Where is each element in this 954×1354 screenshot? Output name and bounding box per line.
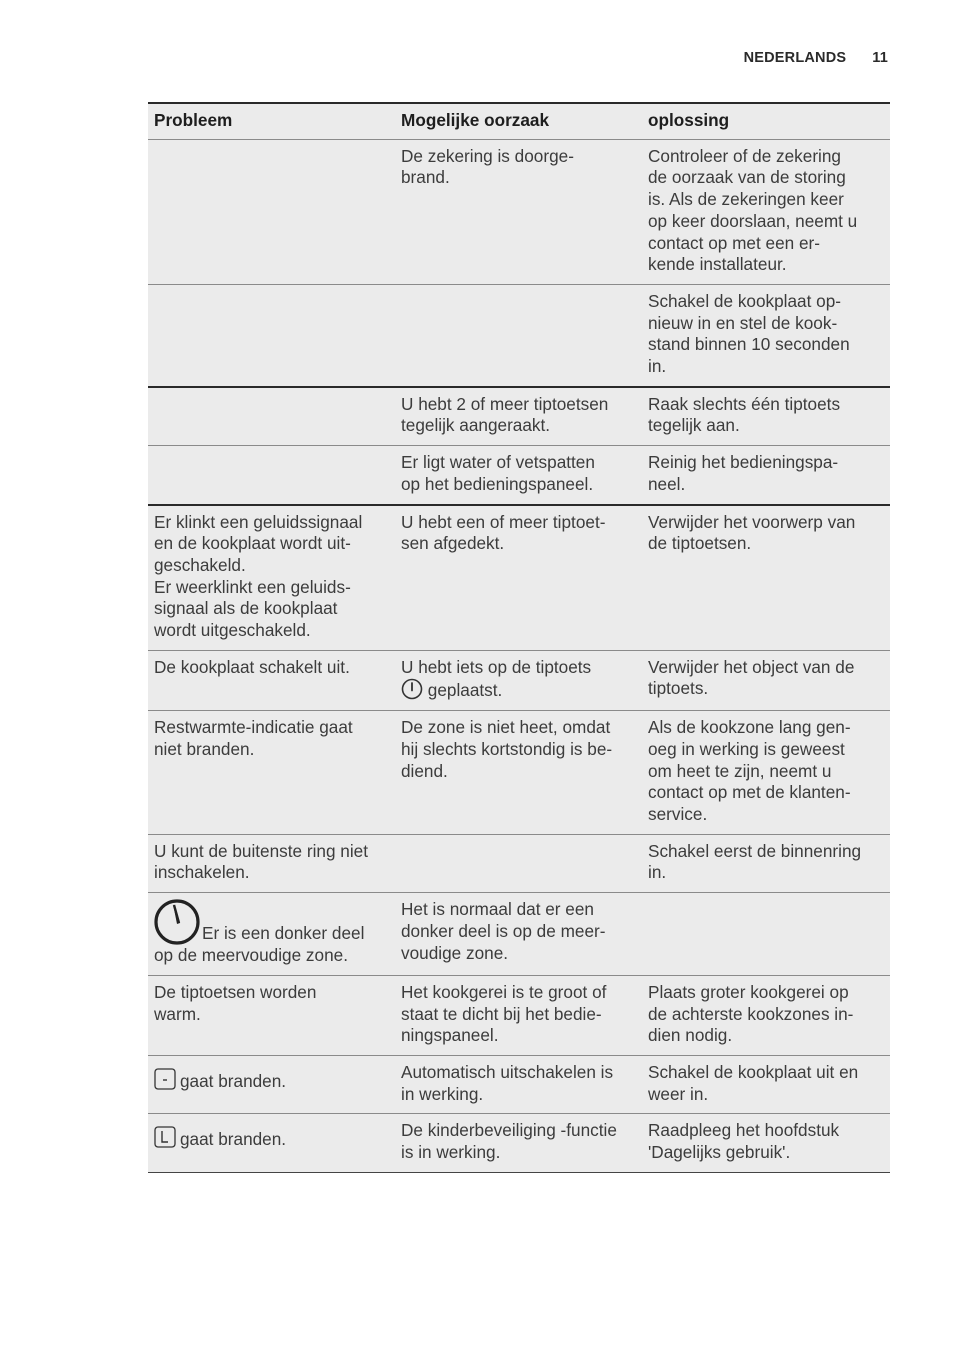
cell-cause xyxy=(395,284,642,386)
cell-solution xyxy=(642,893,890,976)
text-line: stand binnen 10 seconden xyxy=(648,334,850,355)
problem-text: gaat branden. xyxy=(180,1070,287,1091)
text-line: Als de kookzone lang gen- xyxy=(648,717,851,738)
text-line: nieuw in en stel de kook- xyxy=(648,312,838,333)
text-line: geschakeld. xyxy=(154,554,246,575)
cell-cause xyxy=(395,505,642,651)
text-line: Er ligt water of vetspatten xyxy=(401,452,595,473)
column-header-cause: Mogelijke oorzaak xyxy=(395,103,642,139)
text-line: neel. xyxy=(648,473,686,494)
cell-solution xyxy=(642,387,890,446)
text-line: U hebt iets op de tiptoets xyxy=(401,656,592,677)
table-row xyxy=(148,284,890,386)
cell-solution xyxy=(642,139,890,284)
text-line: de tiptoetsen. xyxy=(648,533,752,554)
text-line: De kookplaat schakelt uit. xyxy=(154,656,350,677)
text-line: Het kookgerei is te groot of xyxy=(401,981,607,1002)
page-header xyxy=(744,50,888,66)
cell-problem xyxy=(148,834,395,892)
cell-cause xyxy=(395,975,642,1055)
text-line: 'Dagelijks gebruik'. xyxy=(648,1142,791,1163)
text-line: Schakel de kookplaat uit en xyxy=(648,1061,859,1082)
cell-cause xyxy=(395,1055,642,1113)
cell-solution xyxy=(642,975,890,1055)
table-row xyxy=(148,1055,890,1113)
cause-text: geplaatst. xyxy=(427,680,503,701)
text-line: contact op met een er- xyxy=(648,232,820,253)
text-line xyxy=(401,678,636,702)
text-line: Restwarmte-indicatie gaat xyxy=(154,717,353,738)
text-line: Automatisch uitschakelen is xyxy=(401,1061,614,1082)
text-line: De zone is niet heet, omdat xyxy=(401,717,611,738)
text-line: diend. xyxy=(401,760,448,781)
text-line: staat te dicht bij het bedie- xyxy=(401,1003,602,1024)
display-dash-icon xyxy=(154,1068,176,1090)
cell-cause xyxy=(395,1114,642,1172)
cell-problem xyxy=(148,284,395,386)
text-line: en de kookplaat wordt uit- xyxy=(154,533,351,554)
text-line: De zekering is doorge- xyxy=(401,145,574,166)
cell-cause xyxy=(395,650,642,710)
text-line: kende installateur. xyxy=(648,254,787,275)
table-row xyxy=(148,975,890,1055)
text-line: signaal als de kookplaat xyxy=(154,598,338,619)
cell-cause xyxy=(395,446,642,505)
cell-problem xyxy=(148,139,395,284)
text-line: oeg in werking is geweest xyxy=(648,738,845,759)
cell-solution xyxy=(642,446,890,505)
text-line xyxy=(154,1120,389,1151)
problem-text: gaat branden. xyxy=(180,1129,287,1150)
text-line: in. xyxy=(648,862,667,883)
text-line: niet branden. xyxy=(154,738,255,759)
text-line: weer in. xyxy=(648,1083,709,1104)
table-row xyxy=(148,711,890,835)
text-line: tiptoets. xyxy=(648,678,709,699)
text-line: Het is normaal dat er een xyxy=(401,899,594,920)
text-line: Plaats groter kookgerei op xyxy=(648,981,849,1002)
child-lock-icon xyxy=(154,1126,176,1148)
text-line: Raadpleeg het hoofdstuk xyxy=(648,1120,840,1141)
table-row xyxy=(148,446,890,505)
page-number: 11 xyxy=(872,50,888,66)
cell-problem xyxy=(148,1114,395,1172)
text-line: de achterste kookzones in- xyxy=(648,1003,854,1024)
cell-problem xyxy=(148,387,395,446)
cell-cause xyxy=(395,834,642,892)
problem-text: Er is een donker deel xyxy=(202,923,365,944)
text-line: brand. xyxy=(401,167,450,188)
text-line: voudige zone. xyxy=(401,942,509,963)
power-icon xyxy=(401,678,423,700)
troubleshooting-table xyxy=(148,102,890,1173)
cell-cause xyxy=(395,139,642,284)
cell-problem xyxy=(148,711,395,835)
text-line: tegelijk aan. xyxy=(648,415,740,436)
table-row xyxy=(148,893,890,976)
cell-problem xyxy=(148,893,395,976)
multiple-zone-icon xyxy=(154,899,200,945)
text-line: hij slechts kortstondig is be- xyxy=(401,738,613,759)
table-header-row xyxy=(148,103,890,139)
table-row xyxy=(148,1114,890,1172)
text-line: Schakel eerst de binnenring xyxy=(648,840,862,861)
table-row xyxy=(148,834,890,892)
cell-problem xyxy=(148,975,395,1055)
text-line: Raak slechts één tiptoets xyxy=(648,393,841,414)
cell-problem xyxy=(148,505,395,651)
text-line: op keer doorslaan, neemt u xyxy=(648,210,858,231)
text-line: op de meervoudige zone. xyxy=(154,945,348,966)
text-line: Controleer of de zekering xyxy=(648,145,841,166)
text-line: dien nodig. xyxy=(648,1025,733,1046)
text-line: Verwijder het object van de xyxy=(648,656,855,677)
text-line: U hebt een of meer tiptoet- xyxy=(401,511,606,532)
text-line: Er klinkt een geluidssignaal xyxy=(154,511,363,532)
column-header-problem: Probleem xyxy=(148,103,395,139)
text-line: inschakelen. xyxy=(154,862,250,883)
text-line: Schakel de kookplaat op- xyxy=(648,290,842,311)
text-line: warm. xyxy=(154,1003,201,1024)
text-line: De kinderbeveiliging -functie xyxy=(401,1120,617,1141)
cell-solution xyxy=(642,505,890,651)
cell-solution xyxy=(642,834,890,892)
text-line: de oorzaak van de storing xyxy=(648,167,846,188)
cell-cause xyxy=(395,893,642,976)
cell-problem xyxy=(148,1055,395,1113)
text-line: wordt uitgeschakeld. xyxy=(154,620,311,641)
table-row xyxy=(148,139,890,284)
text-line: donker deel is op de meer- xyxy=(401,920,606,941)
text-line: U kunt de buitenste ring niet xyxy=(154,840,369,861)
cell-solution xyxy=(642,711,890,835)
text-line: in. xyxy=(648,356,667,377)
text-line: U hebt 2 of meer tiptoetsen xyxy=(401,393,609,414)
cell-cause xyxy=(395,387,642,446)
text-line xyxy=(154,1062,389,1093)
text-line: Er weerklinkt een geluids- xyxy=(154,576,351,597)
text-line: op het bedieningspaneel. xyxy=(401,473,594,494)
column-header-solution: oplossing xyxy=(642,103,890,139)
text-line xyxy=(154,899,389,945)
text-line: Reinig het bedieningspa- xyxy=(648,452,839,473)
cell-solution xyxy=(642,284,890,386)
text-line: service. xyxy=(648,803,708,824)
cell-solution xyxy=(642,1114,890,1172)
text-line: om heet te zijn, neemt u xyxy=(648,760,832,781)
text-line: De tiptoetsen worden xyxy=(154,981,317,1002)
text-line: is in werking. xyxy=(401,1142,501,1163)
text-line: Verwijder het voorwerp van xyxy=(648,511,856,532)
text-line: sen afgedekt. xyxy=(401,533,505,554)
cell-problem xyxy=(148,650,395,710)
text-line: tegelijk aangeraakt. xyxy=(401,415,551,436)
table-row xyxy=(148,505,890,651)
table-row xyxy=(148,387,890,446)
text-line: is. Als de zekeringen keer xyxy=(648,189,844,210)
text-line: contact op met de klanten- xyxy=(648,782,851,803)
cell-solution xyxy=(642,1055,890,1113)
cell-cause xyxy=(395,711,642,835)
text-line: in werking. xyxy=(401,1083,484,1104)
header-language: NEDERLANDS xyxy=(743,50,847,66)
table-row xyxy=(148,650,890,710)
text-line: ningspaneel. xyxy=(401,1025,499,1046)
cell-solution xyxy=(642,650,890,710)
cell-problem xyxy=(148,446,395,505)
